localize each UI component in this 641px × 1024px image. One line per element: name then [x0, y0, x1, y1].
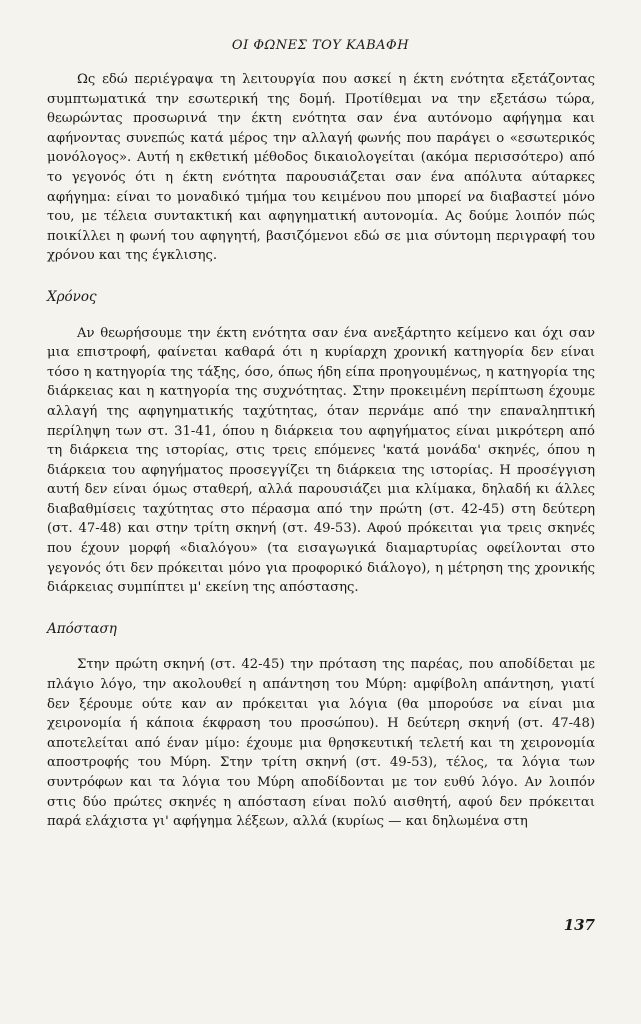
section-heading-chronos: Χρόνος [47, 288, 97, 305]
paragraph: Στην πρώτη σκηνή (στ. 42-45) την πρόταση της παρέας, που αποδίδεται με πλάγιο λόγο, την ακολουθεί η απάντηση του Μύρη: αμφίβολη απάντηση, γιατί δεν ξέρουμε ούτε καν αν πρόκειται για λόγια (θα μπορούσε να είναι μια χειρονομία ή κάποια έκφραση του προσώπου). Η δεύτερη σκηνή (στ. 47-48) αποτελείται από έναν μίμο: έχουμε μια θρησκευτική τελετή και τη χειρονομία αποστροφής του Μύρη. Στην τρίτη σκηνή (στ. 49-53), τέλος, τα λόγια των συντρόφων και τα λόγια του Μύρη αποδίδονται με τον ευθύ λόγο. Αν λοιπόν στις δύο πρώτες σκηνές η απόσταση είναι πολύ αισθητή, αφού δεν πρόκειται παρά ελάχιστα γι' αφήγημα λέξεων, αλλά (κυρίως — και δηλωμένα στη [47, 657, 595, 830]
paragraph: Αν θεωρήσουμε την έκτη ενότητα σαν ένα ανεξάρτητο κείμενο και όχι σαν μια επιστροφή, φαίνεται καθαρά ότι η κυρίαρχη χρονική κατηγορία δεν είναι τόσο η κατηγορία της τάξης, όσο, όπως ήδη είπα προηγουμένως, η κατηγορία της διάρκειας και η κατηγορία της συχνότητας. Στην προκειμένη περίπτωση έχουμε αλλαγή της αφηγηματικής ταχύτητας, όταν περνάμε από την επαναληπτική περίληψη των στ. 31-41, όπου η διάρκεια του αφηγήματος είναι μικρότερη από τη διάρκεια της ιστορίας, στις τρεις επόμενες 'κατά μονάδα' σκηνές, όπου η διάρκεια του αφηγήματος προσεγγίζει τη διάρκεια της ιστορίας. Η προσέγγιση αυτή δεν είναι όμως σταθερή, αλλά παρουσιάζει μια κλίμακα, δηλαδή κι άλλες διαβαθμίσεις ταχύτητας στο πέρασμα από την πρώτη (στ. 42-45) στη δεύτερη (στ. 47-48) και στην τρίτη σκηνή (στ. 49-53). Αφού πρόκειται για τρεις σκηνές που έχουν μορφή «διαλόγου» (τα εισαγωγικά διαμαρτυρίας οφείλονται στο γεγονός ότι δεν πρόκειται μόνο για προφορικό διάλογο), η μέτρηση της χρονικής διάρκειας συμπίπτει μ' εκείνη της απόστασης. [47, 325, 595, 596]
running-head: ΟΙ ΦΩΝΕΣ ΤΟΥ ΚΑΒΑΦΗ [231, 38, 410, 53]
page-number: 137 [563, 916, 595, 934]
page-body [47, 70, 595, 832]
section-heading-apostasi: Απόσταση [47, 620, 117, 637]
paragraph: Ως εδώ περιέγραψα τη λειτουργία που ασκεί η έκτη ενότητα εξετάζοντας συμπτωματικά την εσωτερική της δομή. Προτίθεμαι να την εξετάσω τώρα, θεωρώντας προσωρινά την έκτη ενότητα σαν ένα αυτόνομο αφήγημα και αφήνοντας συνεπώς κατά μέρος την αλλαγή φωνής που παράγει ο «εσωτερικός μονόλογος». Αυτή η εκθετική μέθοδος δικαιολογείται (ακόμα περισσότερο) από το γεγονός ότι η έκτη ενότητα παρουσιάζεται σαν ένα απόλυτα αύταρκες αφήγημα: είναι το μοναδικό τμήμα του κειμένου που μπορεί να διαβαστεί μόνο του, με τέλεια συντακτική και αφηγηματική αυτονομία. Ας δούμε λοιπόν πώς ποικίλλει η φωνή του αφηγητή, βασιζόμενοι εδώ σε μια σύντομη περιγραφή του χρόνου και της έγκλισης. [47, 72, 595, 264]
